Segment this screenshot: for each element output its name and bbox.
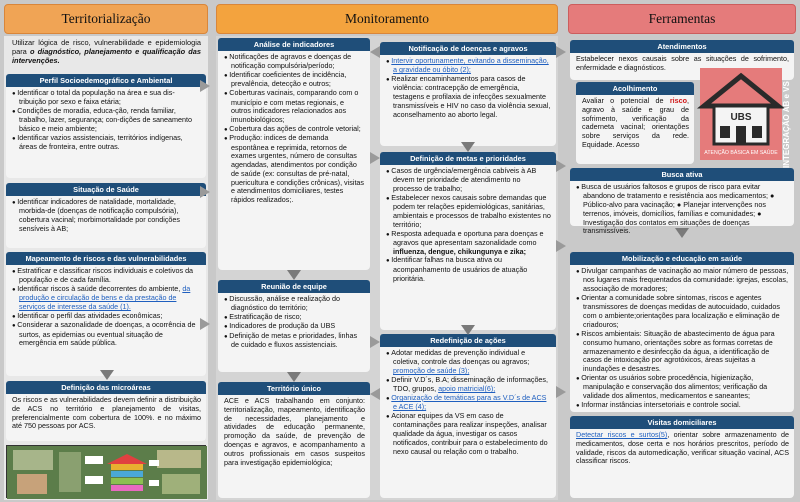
header-ferramentas: Ferramentas	[568, 4, 796, 34]
situacao-box	[6, 183, 206, 248]
list-item: ● Produção: indices de demanda espontânea e reprimida, retornos de exames urgentes, número de consultas agendadas, atendimentos por condição de saúde (ex: consultas de pré-natal, puericultura e condições crônicas), visitas e atendimentos domiciliares, testes rápidos realizados;.	[224, 134, 365, 205]
list-item: ● Acionar equipes da VS em caso de contaminações para realizar inspeções, analisar qualidade da água, investigar os casos notificados, contribuir para o estabelecimento do nexo causal ou relação com o trabalho.	[386, 412, 551, 456]
integracao-side-label: INTEGRAÇÃO AB e VS	[782, 81, 791, 169]
reuniao-box	[218, 280, 370, 372]
arrow-right-icon	[556, 386, 566, 398]
list-item: ● Identificar indicadores de natalidade, mortalidade, morbida-de (doenças de notificação compulsória), cobertura vacinal; morbimortalidade por condições sensíveis à AB;	[12, 198, 201, 234]
list-item: ● Orientar os usuários sobre procedência, higienização, manipulação e conservação dos alimentos; verificação da validade dos alimentos, medicamentos e saneantes;	[576, 374, 789, 401]
microareas-text: Os riscos e as vulnerabilidades devem definir a distribuição de ACS no território e planejamento de visitas, preferencialmente com cobertura de 100%. e no máximo até 750 pessoas por ACS.	[12, 395, 201, 431]
acolhimento-text: Avaliar o potencial de risco, agravo à saúde e grau de sofrimento, verificação da caderneta vacinal; orientações sobre serviços da rede. Equidade. Acesso	[582, 96, 689, 149]
acolhimento-box	[576, 82, 694, 164]
territorio-text: ACE e ACS trabalhando em conjunto: territorialização, mapeamento, identificação de necessidades, planejamento e atividades de educação permanente, promoção da saúde, de prevenção de doenças e agravos, e acompanhamento a outros profissionais em casos suspeitos para investigação epidemiológica;	[224, 396, 365, 467]
notificacao-box	[380, 42, 556, 146]
intro-text-box	[6, 37, 206, 71]
list-item: ● Estratificação de risco;	[224, 313, 365, 322]
list-item	[386, 394, 551, 412]
ubs-sign: UBS	[730, 112, 752, 123]
intro-text: Utilizar lógica de risco, vulnerabilidade e epidemiologia para o diagnóstico, planejamento e qualificação das intervenções.	[12, 38, 201, 66]
list-item: ● Identificar coeficientes de incidência, prevalência, detecção e outros;	[224, 71, 365, 89]
link-apoio-matricial[interactable]: apoio matricial(6);	[438, 384, 496, 394]
redefinicao-box	[380, 334, 556, 498]
mobilizacao-title: Mobilização e educação em saúde	[570, 252, 794, 265]
situacao-title: Situação de Saúde	[6, 183, 206, 196]
list-item: ● Identificar o total da população na área e sua dis-tribuição por sexo e faixa etária;	[12, 89, 201, 107]
list-item: ● Estratificar e classificar riscos individuais e coletivos da população e de cada família.	[12, 267, 201, 285]
list-item: ● Coberturas vacinais, comparando com o município e com metas regionais, e outros indicadores relacionados aos imunobiológicos;	[224, 89, 365, 125]
visitas-title: Visitas domiciliares	[570, 416, 794, 429]
list-item: ● Realizar encaminhamentos para casos de violência: contracepção de emergência, testagens e profilaxia de infecções sexualmente transmissíveis e HIV no caso da violência sexual, aconselhamento ao aborto legal.	[386, 75, 551, 119]
list-item: ● Identificar vazios assistenciais, territórios indígenas, áreas de fronteira, entre outras.	[12, 134, 201, 152]
arrow-right-icon	[556, 46, 566, 58]
list-item: ● Definir V.D´s, B.A; disseminação de informações, TDO, grupos, apoio matricial(6);	[386, 376, 551, 394]
list-item	[386, 57, 551, 75]
busca-title: Busca ativa	[570, 168, 794, 181]
arrow-down-icon	[461, 325, 475, 335]
reuniao-title: Reunião de equipe	[218, 280, 370, 293]
microareas-title: Definição das microáreas	[6, 381, 206, 394]
list-item: ● Indicadores de produção da UBS	[224, 322, 365, 331]
visitas-text: Detectar riscos e surtos(5), orientar sobre armazenamento de medicamentos, dose certa e nos horários prescritos, período de validade, riscos da automedicação, verificar situação vacinal, ACS classificar riscos.	[576, 430, 789, 466]
list-item: ● Definição de metas e prioridades, linhas de cuidado e fluxos assistenciais.	[224, 332, 365, 350]
arrow-down-icon	[461, 142, 475, 152]
atendimentos-title: Atendimentos	[570, 40, 794, 53]
link-producao-circulacao[interactable]: da produção e circulação de bens e da prestação de serviços de interesse da saúde (1).	[19, 284, 191, 312]
mobilizacao-box	[570, 252, 794, 412]
list-item: ● Informar instâncias intersetoriais e controle social.	[576, 401, 789, 410]
arrow-left-icon	[370, 46, 380, 58]
header-territorializacao: Territorialização	[4, 4, 208, 34]
busca-box	[570, 168, 794, 236]
visitas-box	[570, 416, 794, 498]
list-item: ● Resposta adequada e oportuna para doenças e agravos que apresentam sazonalidade como influenza, dengue, chikungunya e zika;	[386, 230, 551, 257]
ubs-caption: ATENÇÃO BÁSICA EM SAÚDE	[704, 150, 778, 156]
notificacao-title: Notificação de doenças e agravos	[380, 42, 556, 55]
arrow-left-icon	[370, 388, 380, 400]
arrow-right-icon	[556, 240, 566, 252]
arrow-right-icon	[556, 160, 566, 172]
ubs-illustration	[700, 68, 782, 160]
list-item: ● Orientar a comunidade sobre sintomas, riscos e agentes transmissores de doenças medidas de autocuidado, cuidados com o ambiente;orientações para localização e eliminação de criadouros;	[576, 294, 789, 330]
link-detectar-riscos[interactable]: Detectar riscos e surtos(5)	[576, 430, 668, 440]
list-item: ● Condições de moradia, educa-ção, renda familiar, trabalho, lazer, segurança; con-dições de saneamento básico e meio ambiente;	[12, 107, 201, 134]
arrow-right-icon	[200, 186, 210, 198]
arrow-right-icon	[200, 80, 210, 92]
mapeamento-title: Mapeamento de riscos e das vulnerabilidades	[6, 252, 206, 265]
mapeamento-box	[6, 252, 206, 376]
arrow-down-icon	[675, 228, 689, 238]
arrow-down-icon	[100, 370, 114, 380]
list-item: ● Identificar riscos à saúde decorrentes do ambiente, da produção e circulação de bens e da prestação de serviços de interesse da saúde (1).	[12, 285, 201, 312]
atendimentos-text: Estabelecer nexos causais sobre as situações de sofrimento, enfermidade e diagnósticos.	[576, 54, 789, 72]
link-tematicas[interactable]: Organização de temáticas para as V.D´s de ACS e ACE (4);	[391, 393, 547, 412]
acolhimento-title: Acolhimento	[576, 82, 694, 95]
link-promocao[interactable]: promoção de saúde (3);	[393, 366, 470, 376]
list-item: ● Busca de usuários faltosos e grupos de risco para evitar abandono de tratamento e resistência aos medicamentos; ● Público-alvo para vacinação; ● Planejar intervenções nos terrenos, imóveis, domicílios, famílias e comunidades; ● Investigação dos contatos em situações de doenças transmissíveis.	[576, 183, 789, 236]
metas-title: Definição de metas e prioridades	[380, 152, 556, 165]
list-item: ● Identificar o perfil das atividades econômicas;	[12, 312, 201, 321]
redefinicao-title: Redefinição de ações	[380, 334, 556, 347]
perfil-title: Perfil Socioedemográfico e Ambiental	[6, 74, 206, 87]
arrow-right-icon	[370, 152, 380, 164]
list-item: ● Adotar medidas de prevenção individual e coletiva, controle das doenças ou agravos; promoção de saúde (3);	[386, 349, 551, 376]
list-item: ● Riscos ambientais: Situação de abastecimento de água para consumo humano, orientações sobre as formas corretas de armazenamento e desinfecção da água, a identificação de casos de intoxicação por agrotóxicos, áreas sujeitas a inundações e desastres.	[576, 330, 789, 374]
list-item: ● Cobertura das ações de controle vetorial;	[224, 125, 365, 134]
header-monitoramento: Monitoramento	[216, 4, 558, 34]
list-item: ● Discussão, análise e realização do diagnóstico do território;	[224, 295, 365, 313]
map-illustration	[7, 446, 207, 499]
analise-title: Análise de indicadores	[218, 38, 370, 51]
ubs-building-icon	[700, 68, 782, 160]
arrow-down-icon	[287, 270, 301, 280]
list-item: ● Estabelecer nexos causais sobre demandas que podem ter relações epidemiológicas, sanitárias, ambientais e processos de trabalho existentes no território;	[386, 194, 551, 230]
territorio-box	[218, 382, 370, 498]
microareas-box	[6, 381, 206, 441]
link-intervir[interactable]: Intervir oportunamente, evitando a disseminação, a gravidade ou óbito (2);	[391, 56, 549, 75]
list-item: ● Considerar a sazonalidade de doenças, a ocorrência de surtos, as epidemias ou eventual situação de emergência em saúde pública.	[12, 321, 201, 348]
arrow-down-icon	[287, 372, 301, 382]
metas-box	[380, 152, 556, 330]
analise-box	[218, 38, 370, 270]
list-item: ● Identificar falhas na busca ativa ou acompanhamento de usuários de atuação prioritária.	[386, 256, 551, 283]
arrow-right-icon	[200, 318, 210, 330]
list-item: ● Casos de urgência/emergência cabíveis à AB devem ter prioridade de atendimento no processo de trabalho;	[386, 167, 551, 194]
list-item: ● Notificações de agravos e doenças de notificação compulsória/período;	[224, 53, 365, 71]
arrow-right-icon	[370, 336, 380, 348]
perfil-box	[6, 74, 206, 178]
territory-map-photo	[6, 445, 206, 498]
list-item: ● Divulgar campanhas de vacinação ao maior número de pessoas, nos lugares mais frequentados da comunidade: igrejas, escolas, associação de moradores;	[576, 267, 789, 294]
territorio-title: Território único	[218, 382, 370, 395]
